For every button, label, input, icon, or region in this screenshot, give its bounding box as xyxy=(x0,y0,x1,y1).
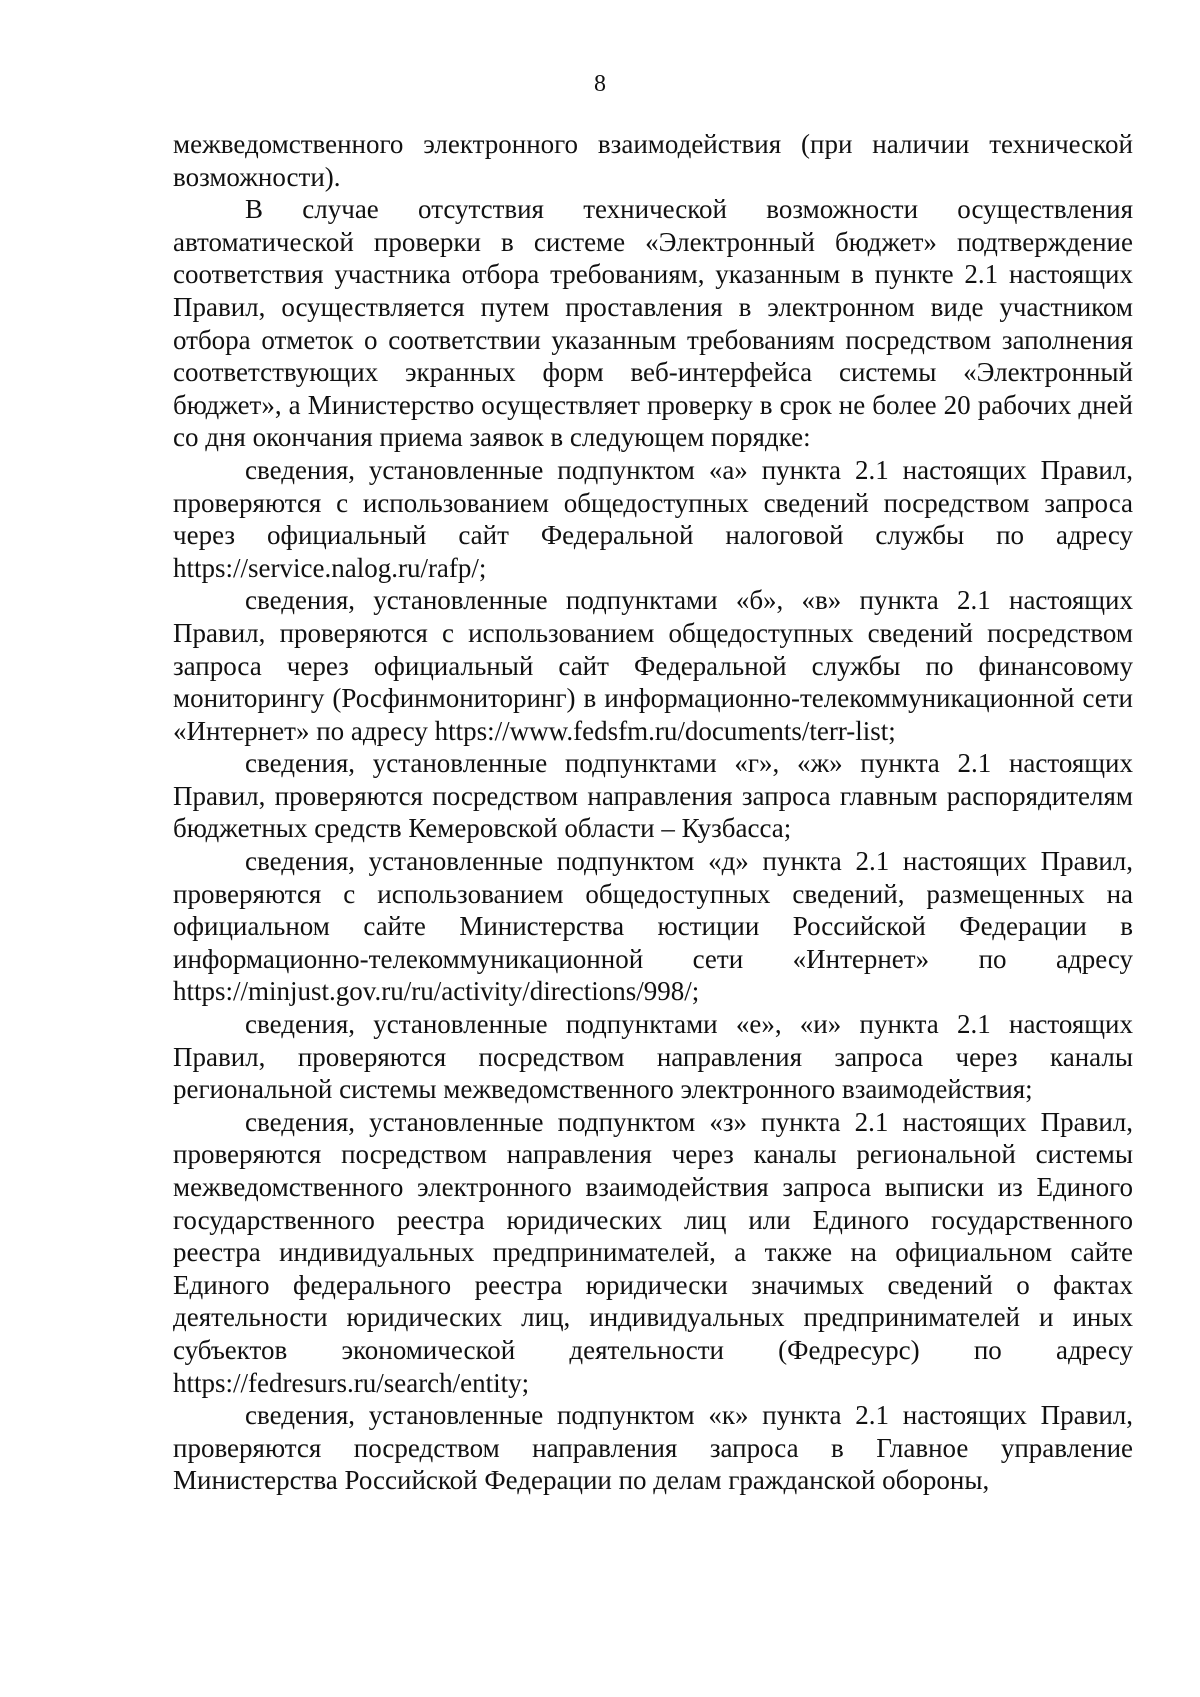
paragraph-continuation: межведомственного электронного взаимодействия (при наличии технической возможности). xyxy=(173,129,1133,192)
paragraph-items-b-v: сведения, установленные подпунктами «б», «в» пункта 2.1 настоящих Правил, проверяются с использованием общедоступных сведений посредством запроса через официальный сайт Федеральной службы по финансовому мониторингу (Росфинмониторинг) в информационно-телекоммуникационной сети «Интернет» по адресу https://www.fedsfm.ru/documents/terr-list; xyxy=(173,585,1133,746)
page-number: 8 xyxy=(594,71,606,97)
paragraph-verification-procedure: В случае отсутствия технической возможности осуществления автоматической проверки в системе «Электронный бюджет» подтверждение соответствия участника отбора требованиям, указанным в пункте 2.1 настоящих Правил, осуществляется путем проставления в электронном виде участником отбора отметок о соответствии указанным требованиям посредством заполнения соответствующих экранных форм веб-интерфейса системы «Электронный бюджет», а Министерство осуществляет проверку в срок не более 20 рабочих дней со дня окончания приема заявок в следующем порядке: xyxy=(173,194,1133,453)
paragraph-item-d: сведения, установленные подпунктом «д» пункта 2.1 настоящих Правил, проверяются с использованием общедоступных сведений, размещенных на официальном сайте Министерства юстиции Российской Федерации в информационно-телекоммуникационной сети «Интернет» по адресу https://minjust.gov.ru/ru/activity/directions/998/; xyxy=(173,846,1133,1007)
paragraph-item-k: сведения, установленные подпунктом «к» пункта 2.1 настоящих Правил, проверяются посредством направления запроса в Главное управление Министерства Российской Федерации по делам гражданской обороны, xyxy=(173,1400,1133,1496)
document-body xyxy=(173,128,1133,1497)
paragraph-items-e-i: сведения, установленные подпунктами «е», «и» пункта 2.1 настоящих Правил, проверяются посредством направления запроса через каналы региональной системы межведомственного электронного взаимодействия; xyxy=(173,1009,1133,1105)
paragraph-item-a: сведения, установленные подпунктом «а» пункта 2.1 настоящих Правил, проверяются с использованием общедоступных сведений посредством запроса через официальный сайт Федеральной налоговой службы по адресу https://service.nalog.ru/rafp/; xyxy=(173,454,1133,583)
paragraph-item-z: сведения, установленные подпунктом «з» пункта 2.1 настоящих Правил, проверяются посредством направления через каналы региональной системы межведомственного электронного взаимодействия запроса выписки из Единого государственного реестра юридических лиц или Единого государственного реестра индивидуальных предпринимателей, а также на официальном сайте Единого федерального реестра юридически значимых сведений о фактах деятельности юридических лиц, индивидуальных предпринимателей и иных субъектов экономической деятельности (Федресурс) по адресу https://fedresurs.ru/search/entity; xyxy=(173,1106,1133,1398)
paragraph-items-g-zh: сведения, установленные подпунктами «г», «ж» пункта 2.1 настоящих Правил, проверяются посредством направления запроса главным распорядителям бюджетных средств Кемеровской области – Кузбасса; xyxy=(173,748,1133,844)
